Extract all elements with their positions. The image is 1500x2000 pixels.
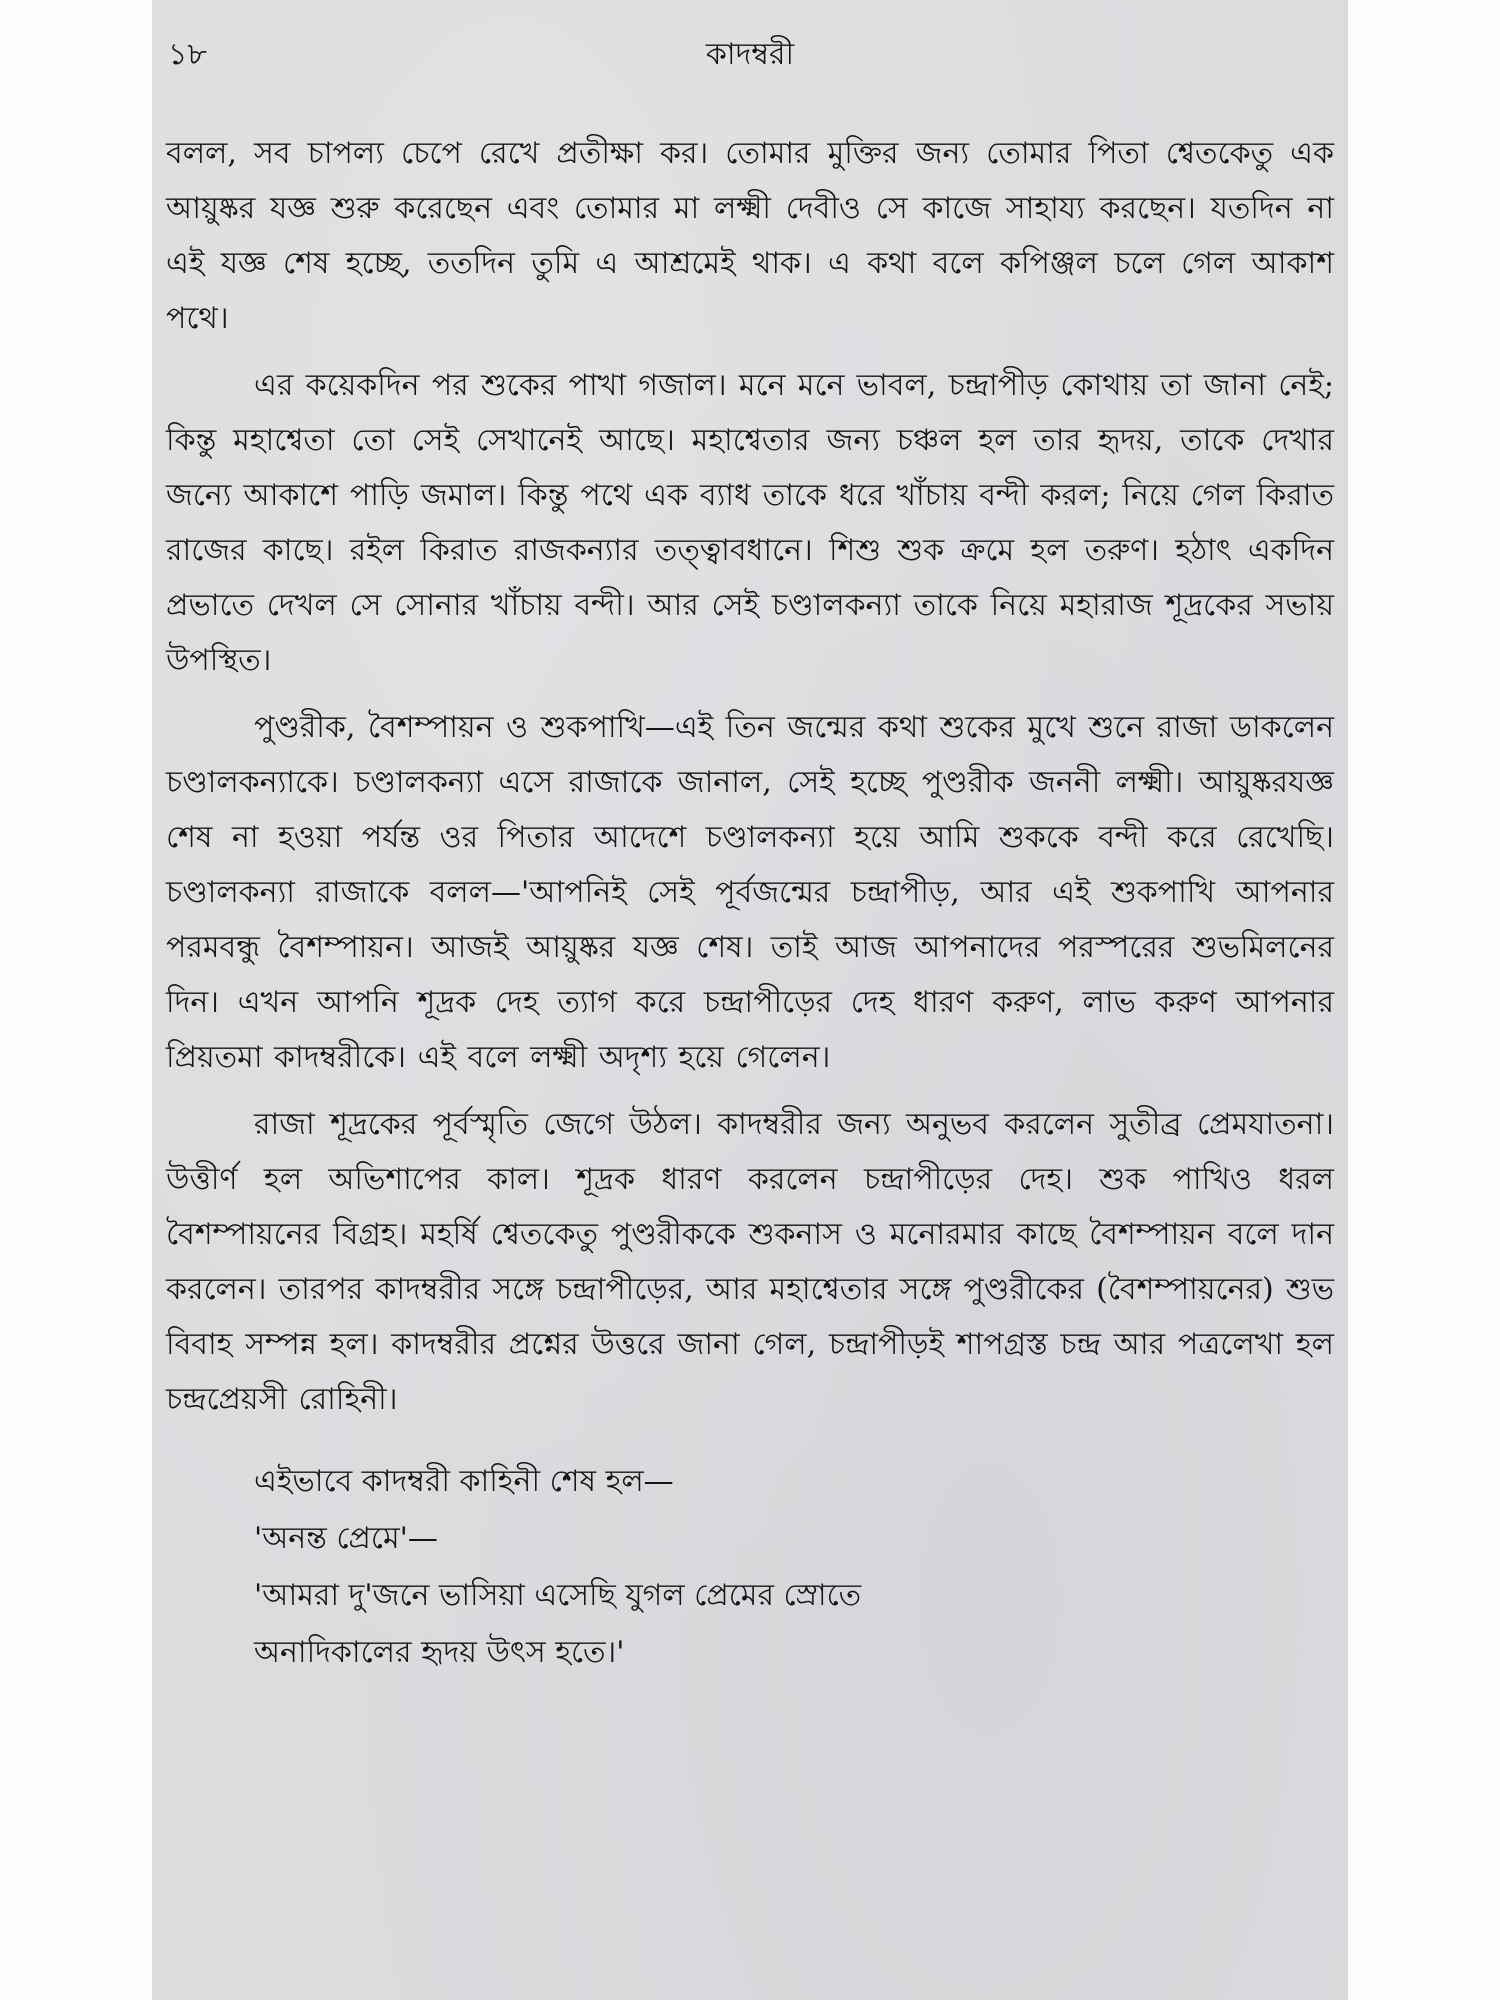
right-margin [1348, 0, 1500, 2000]
book-page [152, 0, 1348, 2000]
page-header [168, 30, 1332, 80]
paragraph-continuation: বলল, সব চাপল্য চেপে রেখে প্রতীক্ষা কর। তোমার মুক্তির জন্য তোমার পিতা শ্বেতকেতু এক আয়ুষ্কর যজ্ঞ শুরু করেছেন এবং তোমার মা লক্ষ্মী দেবীও সে কাজে সাহায্য করছেন। যতদিন না এই যজ্ঞ শেষ হচ্ছে, ততদিন তুমি এ আশ্রমেই থাক। এ কথা বলে কপিঞ্জল চলে গেল আকাশ পথে। [166, 136, 1334, 336]
verse-line: 'অনন্ত প্রেমে'— [254, 1521, 438, 1556]
left-margin [0, 0, 152, 2000]
verse-line: এইভাবে কাদম্বরী কাহিনী শেষ হল— [254, 1464, 674, 1499]
running-title: কাদম্বরী [705, 37, 795, 72]
verse-line: 'আমরা দু'জনে ভাসিয়া এসেছি যুগল প্রেমের স্রোতে [254, 1578, 862, 1613]
verse-line: অনাদিকালের হৃদয় উৎস হতে।' [254, 1635, 625, 1670]
paragraph: রাজা শূদ্রকের পূর্বস্মৃতি জেগে উঠল। কাদম্বরীর জন্য অনুভব করলেন সুতীব্র প্রেমযাতনা। উত্তীর্ণ হল অভিশাপের কাল। শূদ্রক ধারণ করলেন চন্দ্রাপীড়ের দেহ। শুক পাখিও ধরল বৈশম্পায়নের বিগ্রহ। মহর্ষি শ্বেতকেতু পুণ্ডরীককে শুকনাস ও মনোরমার কাছে বৈশম্পায়ন বলে দান করলেন। তারপর কাদম্বরীর সঙ্গে চন্দ্রাপীড়ের, আর মহাশ্বেতার সঙ্গে পুণ্ডরীকের (বৈশম্পায়নের) শুভ বিবাহ সম্পন্ন হল। কাদম্বরীর প্রশ্নের উত্তরে জানা গেল, চন্দ্রাপীড়ই শাপগ্রস্ত চন্দ্র আর পত্রলেখা হল চন্দ্রপ্রেয়সী রোহিনী। [166, 1107, 1334, 1417]
body-text [166, 126, 1334, 1681]
page-number: ১৮ [168, 37, 207, 72]
paragraph: এর কয়েকদিন পর শুকের পাখা গজাল। মনে মনে ভাবল, চন্দ্রাপীড় কোথায় তা জানা নেই; কিন্তু মহাশ্বেতা তো সেই সেখানেই আছে। মহাশ্বেতার জন্য চঞ্চল হল তার হৃদয়, তাকে দেখার জন্যে আকাশে পাড়ি জমাল। কিন্তু পথে এক ব্যাধ তাকে ধরে খাঁচায় বন্দী করল; নিয়ে গেল কিরাত রাজের কাছে। রইল কিরাত রাজকন্যার তত্ত্বাবধানে। শিশু শুক ক্রমে হল তরুণ। হঠাৎ একদিন প্রভাতে দেখল সে সোনার খাঁচায় বন্দী। আর সেই চণ্ডালকন্যা তাকে নিয়ে মহারাজ শূদ্রকের সভায় উপস্থিত। [166, 368, 1334, 678]
closing-verse [166, 1453, 1334, 1681]
paragraph: পুণ্ডরীক, বৈশম্পায়ন ও শুকপাখি—এই তিন জন্মের কথা শুকের মুখে শুনে রাজা ডাকলেন চণ্ডালকন্যাকে। চণ্ডালকন্যা এসে রাজাকে জানাল, সেই হচ্ছে পুণ্ডরীক জননী লক্ষ্মী। আয়ুষ্করযজ্ঞ শেষ না হওয়া পর্যন্ত ওর পিতার আদেশে চণ্ডালকন্যা হয়ে আমি শুককে বন্দী করে রেখেছি। চণ্ডালকন্যা রাজাকে বলল—'আপনিই সেই পূর্বজন্মের চন্দ্রাপীড়, আর এই শুকপাখি আপনার পরমবন্ধু বৈশম্পায়ন। আজই আয়ুষ্কর যজ্ঞ শেষ। তাই আজ আপনাদের পরস্পরের শুভমিলনের দিন। এখন আপনি শূদ্রক দেহ ত্যাগ করে চন্দ্রাপীড়ের দেহ ধারণ করুণ, লাভ করুণ আপনার প্রিয়তমা কাদম্বরীকে। এই বলে লক্ষ্মী অদৃশ্য হয়ে গেলেন। [166, 710, 1334, 1075]
